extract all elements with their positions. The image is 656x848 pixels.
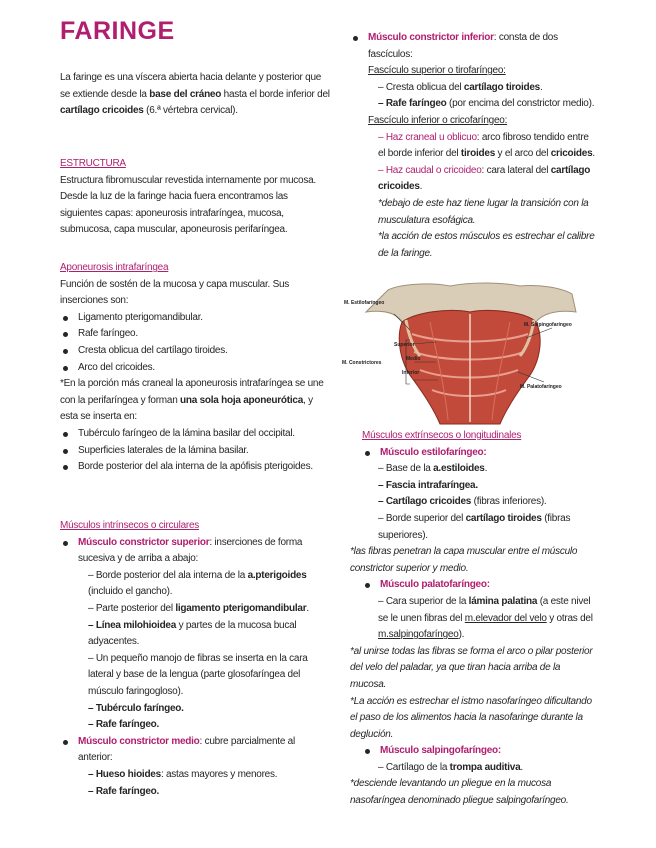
constrictor-superior-item: Músculo constrictor superior: inserciones de forma sucesiva y de arriba a abajo: bbox=[60, 535, 330, 568]
aponeurosis-section: Aponeurosis intrafaríngea Función de sostén de la mucosa y capa muscular. Sus inserciones son: Ligamento pterigomandibular. Rafe faríngeo. Cresta oblicua del cartílago tiroides. Arco del cricoides. *En la porción más craneal la aponeurosis intrafaríngea se une con la perifaríngea y forman una sola hoja aponeurótica, y esta se inserta en: Tubérculo faríngeo de la lámina basilar del occipital. Superficies laterales de la lámina basilar. Borde posterior del ala interna de la apófisis pterigoides. bbox=[60, 260, 330, 476]
constrictor-medio-item: Músculo constrictor medio: cubre parcialmente al anterior: bbox=[60, 734, 330, 767]
label-salpingofaringeo: M. Salpingofaríngeo bbox=[524, 322, 572, 328]
list-item: Superficies laterales de la lámina basilar. bbox=[60, 443, 330, 460]
constrictor-inferior-item: Músculo constrictor inferior: consta de dos fascículos: bbox=[350, 30, 598, 63]
list-item: Arco del cricoides. bbox=[60, 360, 330, 377]
aponeurosis-heading: Aponeurosis intrafaríngea bbox=[60, 262, 169, 273]
estructura-heading: ESTRUCTURA bbox=[60, 158, 126, 169]
label-estilofaringeo: M. Estilofaríngeo bbox=[344, 300, 385, 306]
pharynx-muscles-figure bbox=[340, 282, 598, 426]
label-medio: Medio bbox=[406, 356, 421, 362]
palatofaringeo-item: Músculo palatofaríngeo: bbox=[362, 577, 598, 594]
list-item: Tubérculo faríngeo de la lámina basilar del occipital. bbox=[60, 426, 330, 443]
intrinsecos-heading: Músculos intrínsecos o circulares bbox=[60, 520, 200, 531]
constrictor-inferior-section: Músculo constrictor inferior: consta de dos fascículos: Fascículo superior o tirofaríngeo: – Cresta oblicua del cartílago tiroides. – Rafe faríngeo (por encima del constrictor medio). Fascículo inferior o cricofaríngeo: – Haz craneal u oblicuo: arco fibroso tendido entre el borde inferior del tiroides y el arco del cricoides. – Haz caudal o cricoideo: cara lateral del cartílago cricoides. *debajo de este haz tiene lugar la transición con la musculatura esofágica. *la acción de estos músculos es estrechar el calibre de la faringe. bbox=[350, 30, 598, 262]
list-item: Ligamento pterigomandibular. bbox=[60, 310, 330, 327]
label-constrictores: M. Constrictores bbox=[342, 360, 382, 366]
list-item: Rafe faríngeo. bbox=[60, 326, 330, 343]
list-item: Borde posterior del ala interna de la apófisis pterigoides. bbox=[60, 459, 330, 476]
list-item: Cresta oblicua del cartílago tiroides. bbox=[60, 343, 330, 360]
aponeurosis-note: *En la porción más craneal la aponeurosis intrafaríngea se une con la perifaríngea y forman una sola hoja aponeurótica, y esta se inserta en: bbox=[60, 378, 324, 423]
intro-paragraph: La faringe es una víscera abierta hacia delante y posterior que se extiende desde la base del cráneo hasta el borde inferior del cartílago cricoides (6.ª vértebra cervical). bbox=[60, 72, 330, 117]
extrinsecos-heading: Músculos extrínsecos o longitudinales bbox=[362, 430, 522, 441]
page-title: FARINGE bbox=[60, 17, 175, 45]
label-palatofaringeo: M. Palatofaríngeo bbox=[520, 384, 562, 390]
intrinsecos-section: Músculos intrínsecos o circulares Músculo constrictor superior: inserciones de forma sucesiva y de arriba a abajo: – Borde posterior del ala interna de la a.pterigoides (incluido el gancho). – Parte posterior del ligamento pterigomandibular. – Línea milohioidea y partes de la mucosa bucal adyacentes. – Un pequeño manojo de fibras se inserta en la cara lateral y base de la lengua (parte glosofaríngea del músculo faringogloso). – Tubérculo faríngeo. – Rafe faríngeo. Músculo constrictor medio: cubre parcialmente al anterior: – Hueso hioides: astas mayores y menores. – Rafe faríngeo. bbox=[60, 518, 330, 800]
label-inferior: Inferior bbox=[402, 370, 420, 376]
extrinsecos-section: Músculos extrínsecos o longitudinales Músculo estilofaríngeo: – Base de la a.estiloides. – Fascia intrafaríngea. – Cartílago cricoides (fibras inferiores). – Borde superior del cartílago tiroides (fibras superiores). *las fibras penetran la capa muscular entre el músculo constrictor superior y medio. Músculo palatofaríngeo: – Cara superior de la lámina palatina (a este nivel se le unen fibras del m.elevador del velo y otras del m.salpingofaríngeo). *al unirse todas las fibras se forma el arco o pilar posterior del velo del paladar, ya que tiran hacia arriba de la mucosa. *La acción es estrechar el istmo nasofaríngeo dificultando el paso de los alimentos hacia la nasofaringe durante la deglución. Músculo salpingofaríngeo: – Cartílago de la trompa auditiva. *desciende levantando un pliegue en la mucosa nasofaríngea denominado pliegue salpingofaríngeo. bbox=[350, 428, 598, 810]
estructura-text: Estructura fibromuscular revestida internamente por mucosa. Desde la luz de la faringe hacia fuera encontramos las siguientes capas: aponeurosis intrafaríngea, mucosa, submucosa, capa muscular, aponeurosis perifaríngea. bbox=[60, 174, 316, 236]
estilofaringeo-item: Músculo estilofaríngeo: bbox=[362, 445, 598, 462]
pharynx-illustration bbox=[340, 282, 598, 426]
salpingofaringeo-item: Músculo salpingofaríngeo: bbox=[362, 743, 598, 760]
estructura-section bbox=[60, 156, 330, 239]
label-superior: Superior bbox=[394, 342, 415, 348]
